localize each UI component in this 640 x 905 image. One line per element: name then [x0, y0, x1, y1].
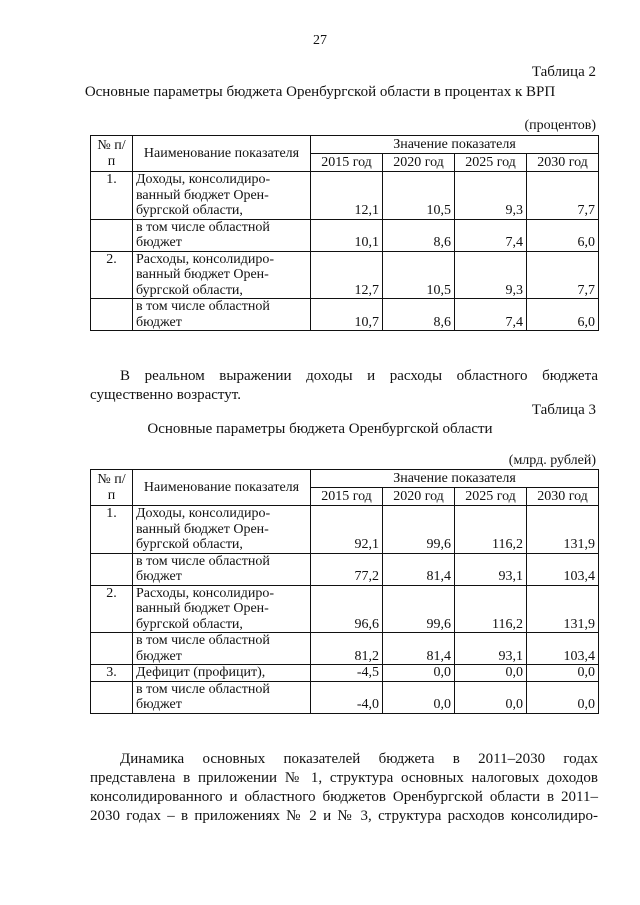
table-row	[91, 506, 599, 554]
cell-value: 131,9	[527, 585, 599, 633]
table2-label: Таблица 2	[531, 64, 596, 80]
table-row	[91, 633, 599, 665]
table3	[90, 469, 599, 714]
header-year: 2020 год	[383, 154, 455, 172]
header-year: 2025 год	[455, 488, 527, 506]
cell-value: 81,4	[383, 633, 455, 665]
row-name: Расходы, консолидиро-ванный бюджет Орен-бургской области,	[133, 585, 311, 633]
row-name: Доходы, консолидиро-ванный бюджет Орен-бургской области,	[133, 172, 311, 220]
cell-value: 77,2	[311, 553, 383, 585]
table-row	[91, 251, 599, 299]
cell-value: 103,4	[527, 553, 599, 585]
cell-value: 81,4	[383, 553, 455, 585]
table3-label: Таблица 3	[531, 402, 596, 418]
row-name: Доходы, консолидиро-ванный бюджет Орен-бургской области,	[133, 506, 311, 554]
cell-value: 0,0	[383, 665, 455, 682]
table-row	[91, 681, 599, 713]
row-number	[91, 219, 133, 251]
header-year: 2025 год	[455, 154, 527, 172]
row-number: 2.	[91, 251, 133, 299]
header-name: Наименование показателя	[133, 136, 311, 172]
cell-value: 96,6	[311, 585, 383, 633]
cell-value: 0,0	[455, 665, 527, 682]
cell-value: 92,1	[311, 506, 383, 554]
row-name: Дефицит (профицит),	[133, 665, 311, 682]
cell-value: 0,0	[383, 681, 455, 713]
header-name: Наименование показателя	[133, 470, 311, 506]
table-row	[91, 299, 599, 331]
cell-value: 12,7	[311, 251, 383, 299]
header-no: № п/п	[91, 470, 133, 506]
cell-value: 6,0	[527, 299, 599, 331]
header-no: № п/п	[91, 136, 133, 172]
cell-value: 116,2	[455, 506, 527, 554]
row-number: 2.	[91, 585, 133, 633]
table3-units: (млрд. рублей)	[508, 453, 596, 468]
table-row	[91, 585, 599, 633]
cell-value: 7,4	[455, 299, 527, 331]
header-value-group: Значение показателя	[311, 470, 599, 488]
table2	[90, 135, 599, 331]
header-year: 2015 год	[311, 154, 383, 172]
row-number: 3.	[91, 665, 133, 682]
table-row	[91, 553, 599, 585]
row-name: в том числе областной бюджет	[133, 681, 311, 713]
cell-value: 0,0	[527, 681, 599, 713]
table3-title: Основные параметры бюджета Оренбургской области	[147, 421, 493, 437]
cell-value: 0,0	[527, 665, 599, 682]
cell-value: 7,7	[527, 172, 599, 220]
table2-title: Основные параметры бюджета Оренбургской области в процентах к ВРП	[84, 84, 556, 100]
cell-value: -4,0	[311, 681, 383, 713]
header-year: 2020 год	[383, 488, 455, 506]
cell-value: 93,1	[455, 553, 527, 585]
cell-value: 116,2	[455, 585, 527, 633]
row-number	[91, 681, 133, 713]
row-name: в том числе областной бюджет	[133, 219, 311, 251]
cell-value: 9,3	[455, 172, 527, 220]
header-year: 2030 год	[527, 488, 599, 506]
table2-units: (процентов)	[524, 118, 596, 133]
cell-value: 8,6	[383, 299, 455, 331]
cell-value: 10,5	[383, 251, 455, 299]
cell-value: 7,7	[527, 251, 599, 299]
cell-value: 10,7	[311, 299, 383, 331]
cell-value: 81,2	[311, 633, 383, 665]
paragraph-1: В реальном выражении доходы и расходы областного бюджета существенно возрастут.	[90, 368, 598, 403]
row-number	[91, 299, 133, 331]
cell-value: 9,3	[455, 251, 527, 299]
header-year: 2030 год	[527, 154, 599, 172]
cell-value: 93,1	[455, 633, 527, 665]
table-row	[91, 219, 599, 251]
page-number: 27	[313, 33, 327, 48]
cell-value: 10,5	[383, 172, 455, 220]
cell-value: 99,6	[383, 506, 455, 554]
cell-value: 7,4	[455, 219, 527, 251]
table-row	[91, 665, 599, 682]
table-row	[91, 172, 599, 220]
row-name: в том числе областной бюджет	[133, 553, 311, 585]
cell-value: 12,1	[311, 172, 383, 220]
cell-value: 0,0	[455, 681, 527, 713]
cell-value: 99,6	[383, 585, 455, 633]
row-number: 1.	[91, 172, 133, 220]
cell-value: 10,1	[311, 219, 383, 251]
row-name: в том числе областной бюджет	[133, 633, 311, 665]
row-number: 1.	[91, 506, 133, 554]
row-name: Расходы, консолидиро-ванный бюджет Орен-бургской области,	[133, 251, 311, 299]
cell-value: 103,4	[527, 633, 599, 665]
paragraph-2: Динамика основных показателей бюджета в 2011–2030 годах представлена в приложении № 1, структура основных налоговых доходов консолидированного и областного бюджетов Оренбургской области в 2011–2030 годах – в приложениях № 2 и № 3, структура расходов консолидиро-	[90, 751, 598, 824]
header-value-group: Значение показателя	[311, 136, 599, 154]
header-year: 2015 год	[311, 488, 383, 506]
cell-value: 131,9	[527, 506, 599, 554]
row-name: в том числе областной бюджет	[133, 299, 311, 331]
row-number	[91, 633, 133, 665]
cell-value: -4,5	[311, 665, 383, 682]
cell-value: 6,0	[527, 219, 599, 251]
row-number	[91, 553, 133, 585]
cell-value: 8,6	[383, 219, 455, 251]
